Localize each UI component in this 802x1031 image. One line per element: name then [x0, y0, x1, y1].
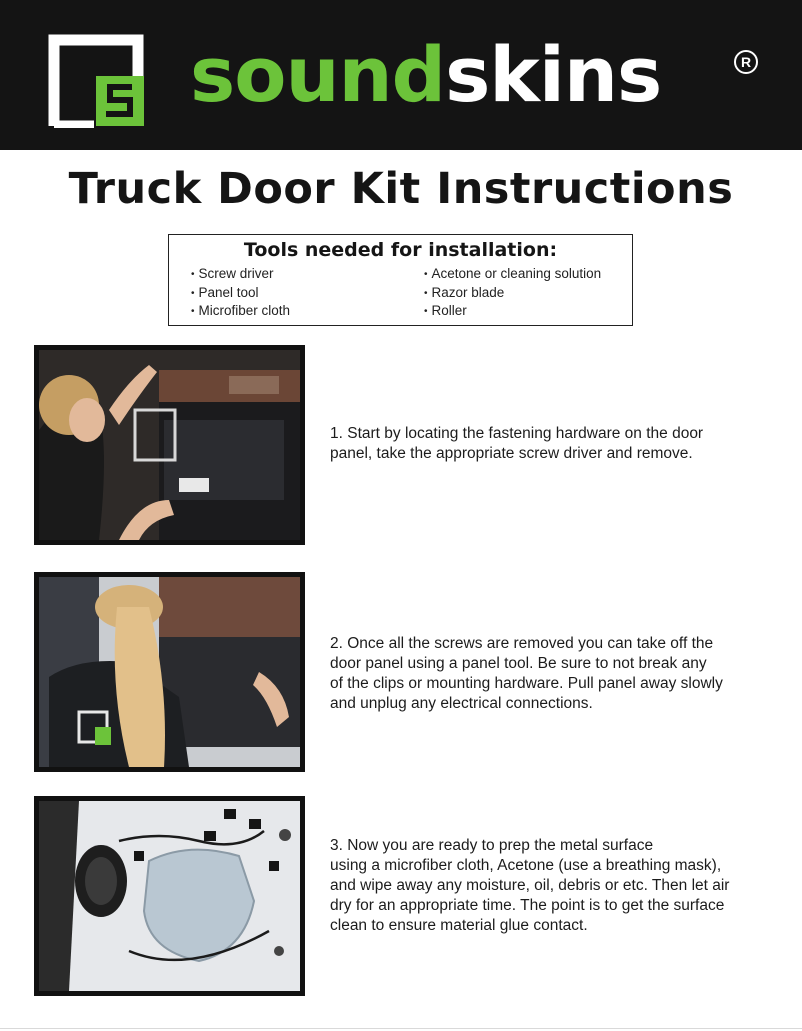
step-text-line: dry for an appropriate time. The point is to get the surface — [330, 897, 725, 914]
step-text-line: and wipe away any moisture, oil, debris or etc. Then let air — [330, 877, 730, 894]
photo-remove-screws — [34, 345, 305, 545]
tool-item: • Razor blade — [424, 284, 601, 303]
step-text-line: door panel using a panel tool. Be sure to not break any — [330, 655, 707, 672]
bottom-divider — [0, 1028, 802, 1029]
step-text-line: 3. Now you are ready to prep the metal surface — [330, 837, 654, 854]
photo-prep-surface — [34, 796, 305, 996]
step-text-line: panel, take the appropriate screw driver and remove. — [330, 445, 693, 462]
step-3-text — [330, 836, 770, 936]
step-text-line: clean to ensure material glue contact. — [330, 917, 588, 934]
tool-item: • Screw driver — [191, 265, 290, 284]
step-1-text — [330, 424, 770, 464]
step-2-text — [330, 634, 770, 714]
step-text-line: of the clips or mounting hardware. Pull panel away slowly — [330, 675, 723, 692]
tools-box — [168, 234, 633, 326]
step-text-line: 1. Start by locating the fastening hardware on the door — [330, 425, 704, 442]
brand-wordmark-skins: skins — [445, 30, 662, 119]
tool-item: • Panel tool — [191, 284, 290, 303]
tools-heading: Tools needed for installation: — [243, 239, 558, 261]
header-banner — [0, 0, 802, 150]
photo-remove-panel — [34, 572, 305, 772]
step-text-line: using a microfiber cloth, Acetone (use a breathing mask), — [330, 857, 722, 874]
tools-list-left — [191, 265, 290, 321]
page-title: Truck Door Kit Instructions — [68, 164, 734, 214]
tool-item: • Roller — [424, 302, 601, 321]
brand-wordmark-sound: sound — [190, 30, 446, 119]
registered-mark: R — [734, 50, 758, 74]
soundskins-logo-icon — [46, 32, 146, 128]
step-text-line: 2. Once all the screws are removed you can take off the — [330, 635, 714, 652]
tools-list-right — [424, 265, 601, 321]
tool-item: • Acetone or cleaning solution — [424, 265, 601, 284]
step-text-line: and unplug any electrical connections. — [330, 695, 593, 712]
brand-wordmark — [190, 30, 661, 120]
tool-item: • Microfiber cloth — [191, 302, 290, 321]
